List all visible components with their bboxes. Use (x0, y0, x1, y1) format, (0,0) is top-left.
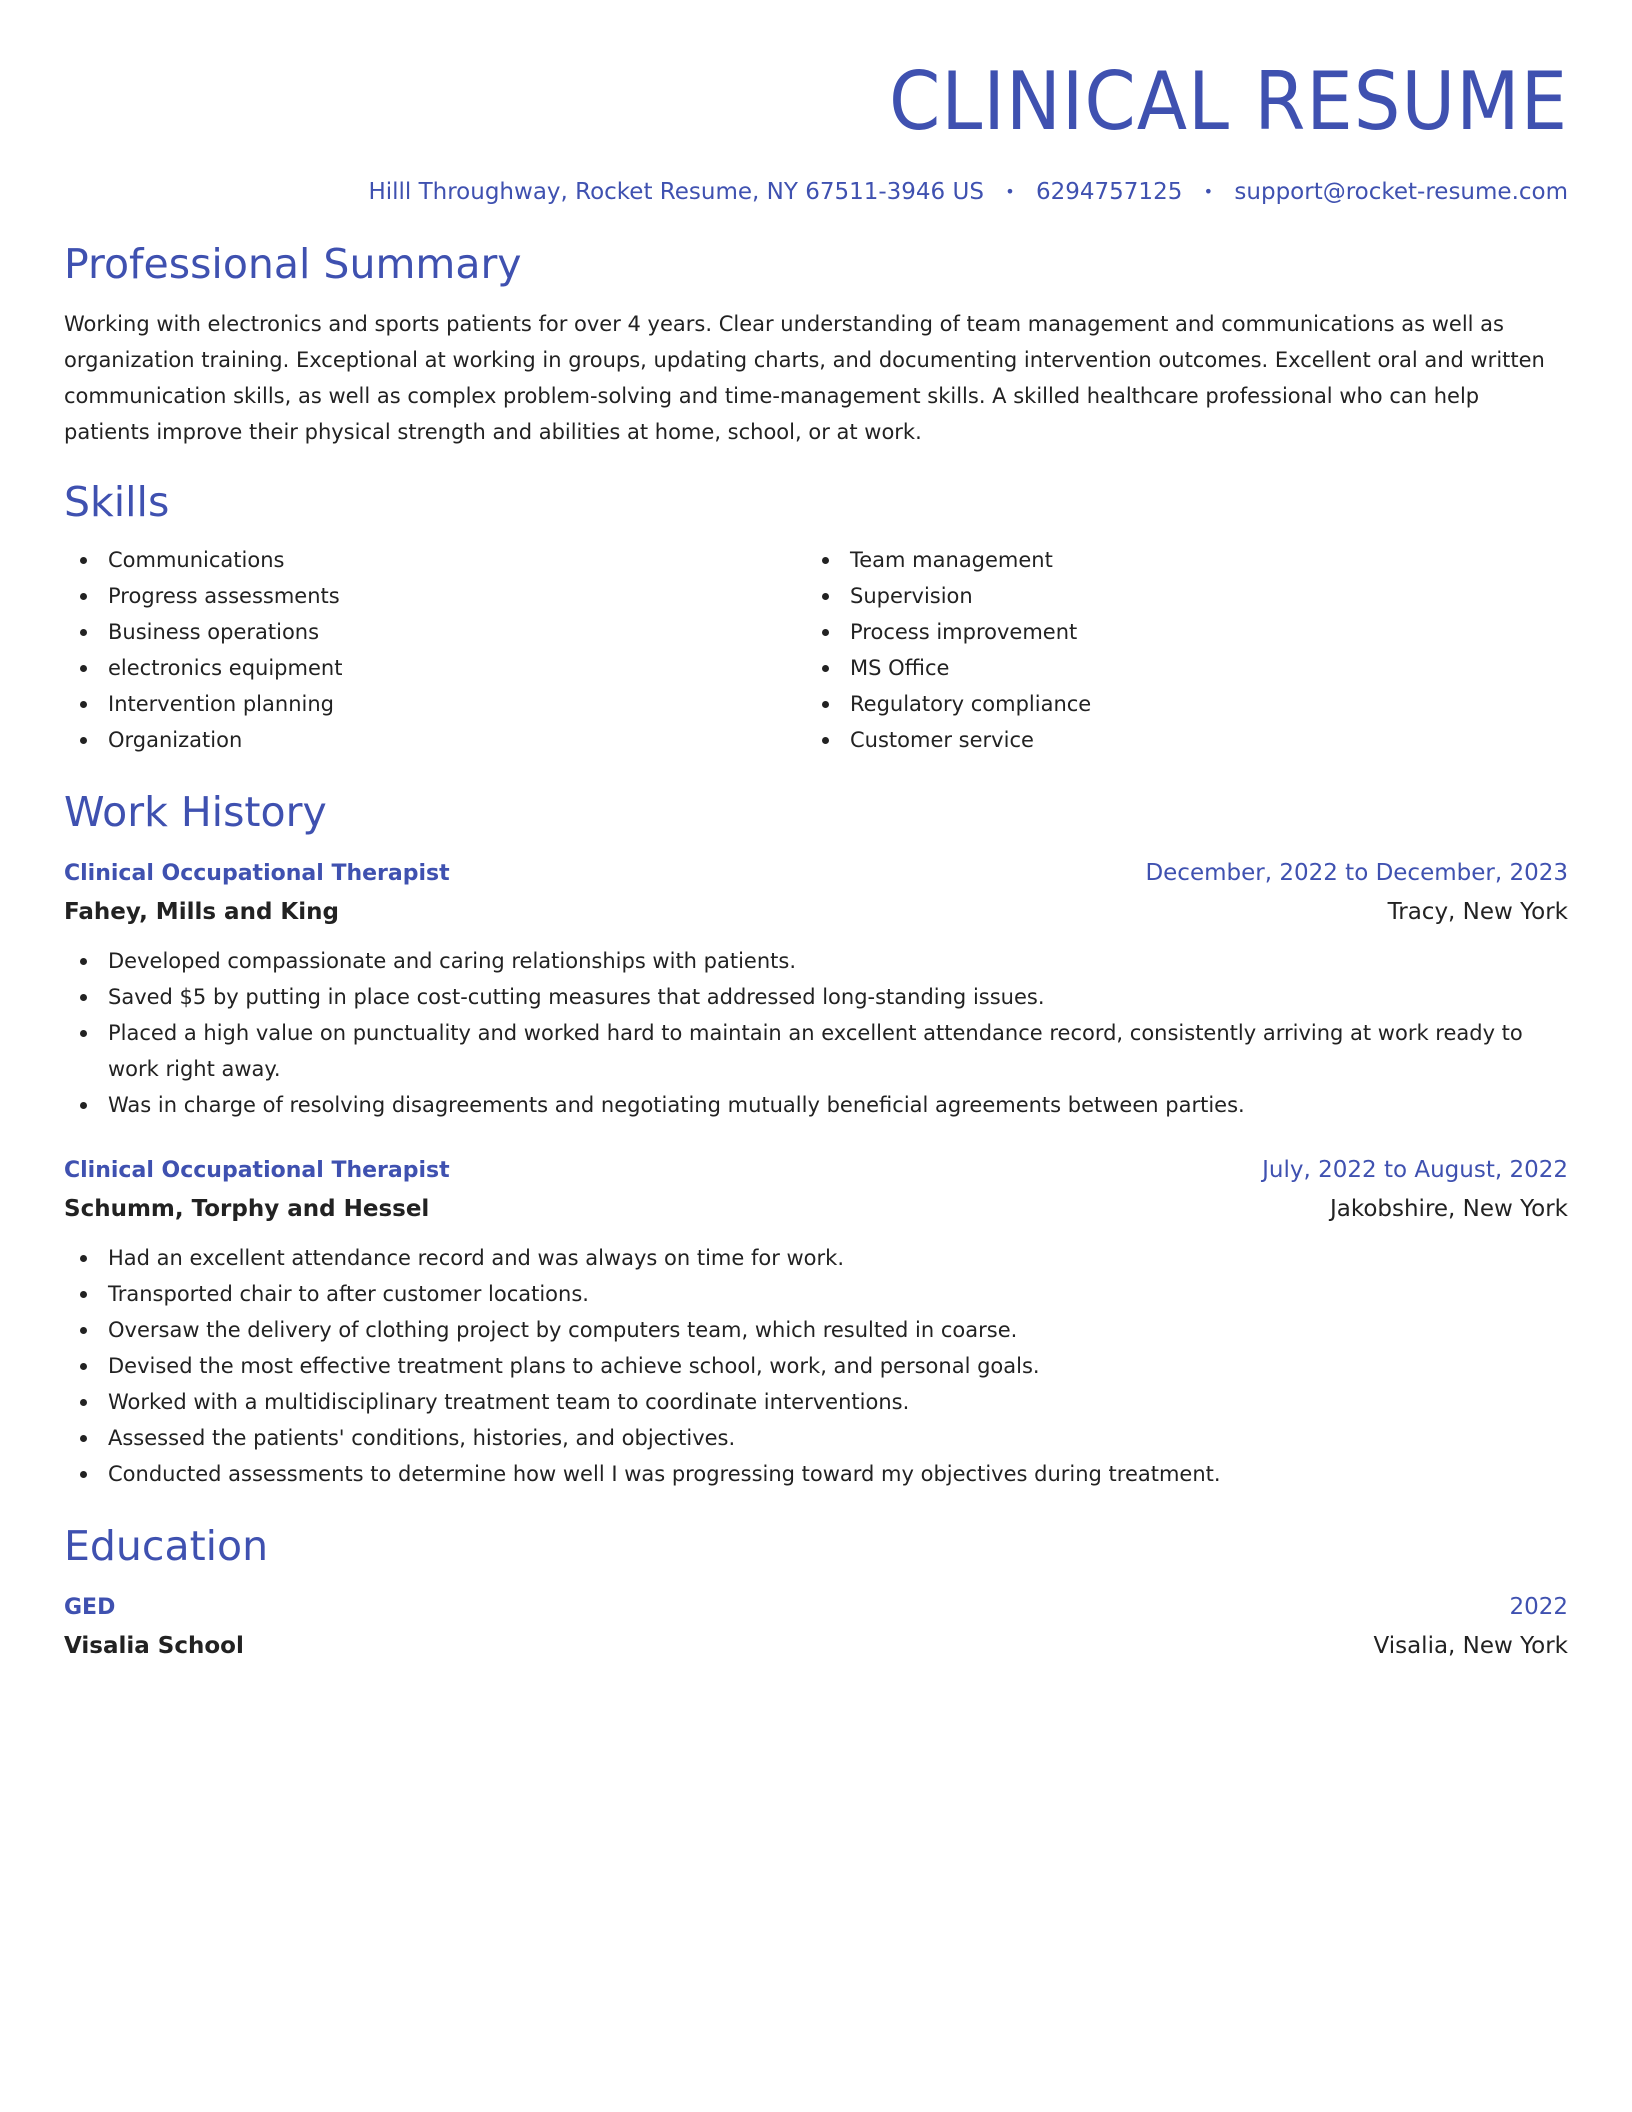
summary-section (64, 236, 1568, 450)
resume-page (64, 0, 1568, 1665)
contact-separator: • (1005, 182, 1015, 201)
job-entry (64, 1151, 1568, 1492)
skill-item: Intervention planning (64, 686, 806, 722)
job-employer-row (64, 1190, 1568, 1228)
skill-item: Regulatory compliance (806, 686, 1548, 722)
job-bullet: Was in charge of resolving disagreements and negotiating mutually beneficial agreements between parties. (64, 1087, 1568, 1123)
skill-item: Communications (64, 542, 806, 578)
job-role: Clinical Occupational Therapist (64, 861, 450, 886)
job-bullets (64, 943, 1568, 1123)
skill-item: Process improvement (806, 614, 1548, 650)
education-school-row (64, 1627, 1568, 1665)
contact-line (64, 176, 1568, 208)
contact-address: Hilll Throughway, Rocket Resume, NY 67511-3946 US (368, 179, 984, 205)
job-bullet: Devised the most effective treatment plans to achieve school, work, and personal goals. (64, 1348, 1568, 1384)
candidate-name: CLINICAL RESUME (888, 55, 1568, 148)
job-bullet: Transported chair to after customer locations. (64, 1276, 1568, 1312)
summary-heading: Professional Summary (64, 240, 522, 288)
education-section (64, 1518, 1568, 1665)
skills-columns (64, 542, 1568, 758)
education-degree-row (64, 1588, 1568, 1627)
job-bullet: Had an excellent attendance record and was always on time for work. (64, 1240, 1568, 1276)
education-year: 2022 (1509, 1594, 1568, 1620)
job-employer: Fahey, Mills and King (64, 899, 339, 925)
skill-item: Business operations (64, 614, 806, 650)
skills-list-right (806, 542, 1548, 758)
skills-heading: Skills (64, 478, 170, 526)
job-employer: Schumm, Torphy and Hessel (64, 1196, 430, 1222)
job-bullets (64, 1240, 1568, 1492)
contact-phone: 6294757125 (1036, 179, 1183, 205)
skill-item: electronics equipment (64, 650, 806, 686)
skill-item: Team management (806, 542, 1548, 578)
job-dates: July, 2022 to August, 2022 (1262, 1157, 1568, 1183)
resume-header (64, 0, 1568, 208)
skills-list-left (64, 542, 806, 758)
contact-email: support@rocket-resume.com (1234, 179, 1568, 205)
skill-item: Progress assessments (64, 578, 806, 614)
job-location: Tracy, New York (1387, 899, 1568, 925)
skill-item: MS Office (806, 650, 1548, 686)
contact-separator: • (1203, 182, 1214, 201)
job-title-row (64, 854, 1568, 893)
summary-text: Working with electronics and sports patients for over 4 years. Clear understanding of team management and communications as well as organization training. Exceptional at working in groups, updating charts, and documenting intervention outcomes. Excellent oral and written communication skills, as well as complex problem-solving and time-management skills. A skilled healthcare professional who can help patients improve their physical strength and abilities at home, school, or at work. (64, 312, 1545, 444)
work-history-heading: Work History (64, 788, 327, 836)
skill-item: Supervision (806, 578, 1548, 614)
skill-item: Organization (64, 722, 806, 758)
education-location: Visalia, New York (1373, 1633, 1568, 1659)
job-bullet: Placed a high value on punctuality and worked hard to maintain an excellent attendance record, consistently arriving at work ready to work right away. (64, 1015, 1568, 1087)
job-bullet: Conducted assessments to determine how well I was progressing toward my objectives during treatment. (64, 1456, 1568, 1492)
job-title-row (64, 1151, 1568, 1190)
skills-section (64, 474, 1568, 758)
job-bullet: Developed compassionate and caring relationships with patients. (64, 943, 1568, 979)
skill-item: Customer service (806, 722, 1548, 758)
work-history-section (64, 784, 1568, 1492)
job-bullet: Assessed the patients' conditions, histories, and objectives. (64, 1420, 1568, 1456)
job-role: Clinical Occupational Therapist (64, 1158, 450, 1183)
education-school: Visalia School (64, 1633, 244, 1659)
job-bullet: Worked with a multidisciplinary treatment team to coordinate interventions. (64, 1384, 1568, 1420)
job-bullet: Saved $5 by putting in place cost-cutting measures that addressed long-standing issues. (64, 979, 1568, 1015)
education-heading: Education (64, 1522, 269, 1570)
job-employer-row (64, 893, 1568, 931)
job-entry (64, 854, 1568, 1123)
education-degree: GED (64, 1595, 116, 1620)
job-dates: December, 2022 to December, 2023 (1145, 860, 1568, 886)
job-bullet: Oversaw the delivery of clothing project by computers team, which resulted in coarse. (64, 1312, 1568, 1348)
job-location: Jakobshire, New York (1329, 1196, 1568, 1222)
education-entry (64, 1588, 1568, 1665)
